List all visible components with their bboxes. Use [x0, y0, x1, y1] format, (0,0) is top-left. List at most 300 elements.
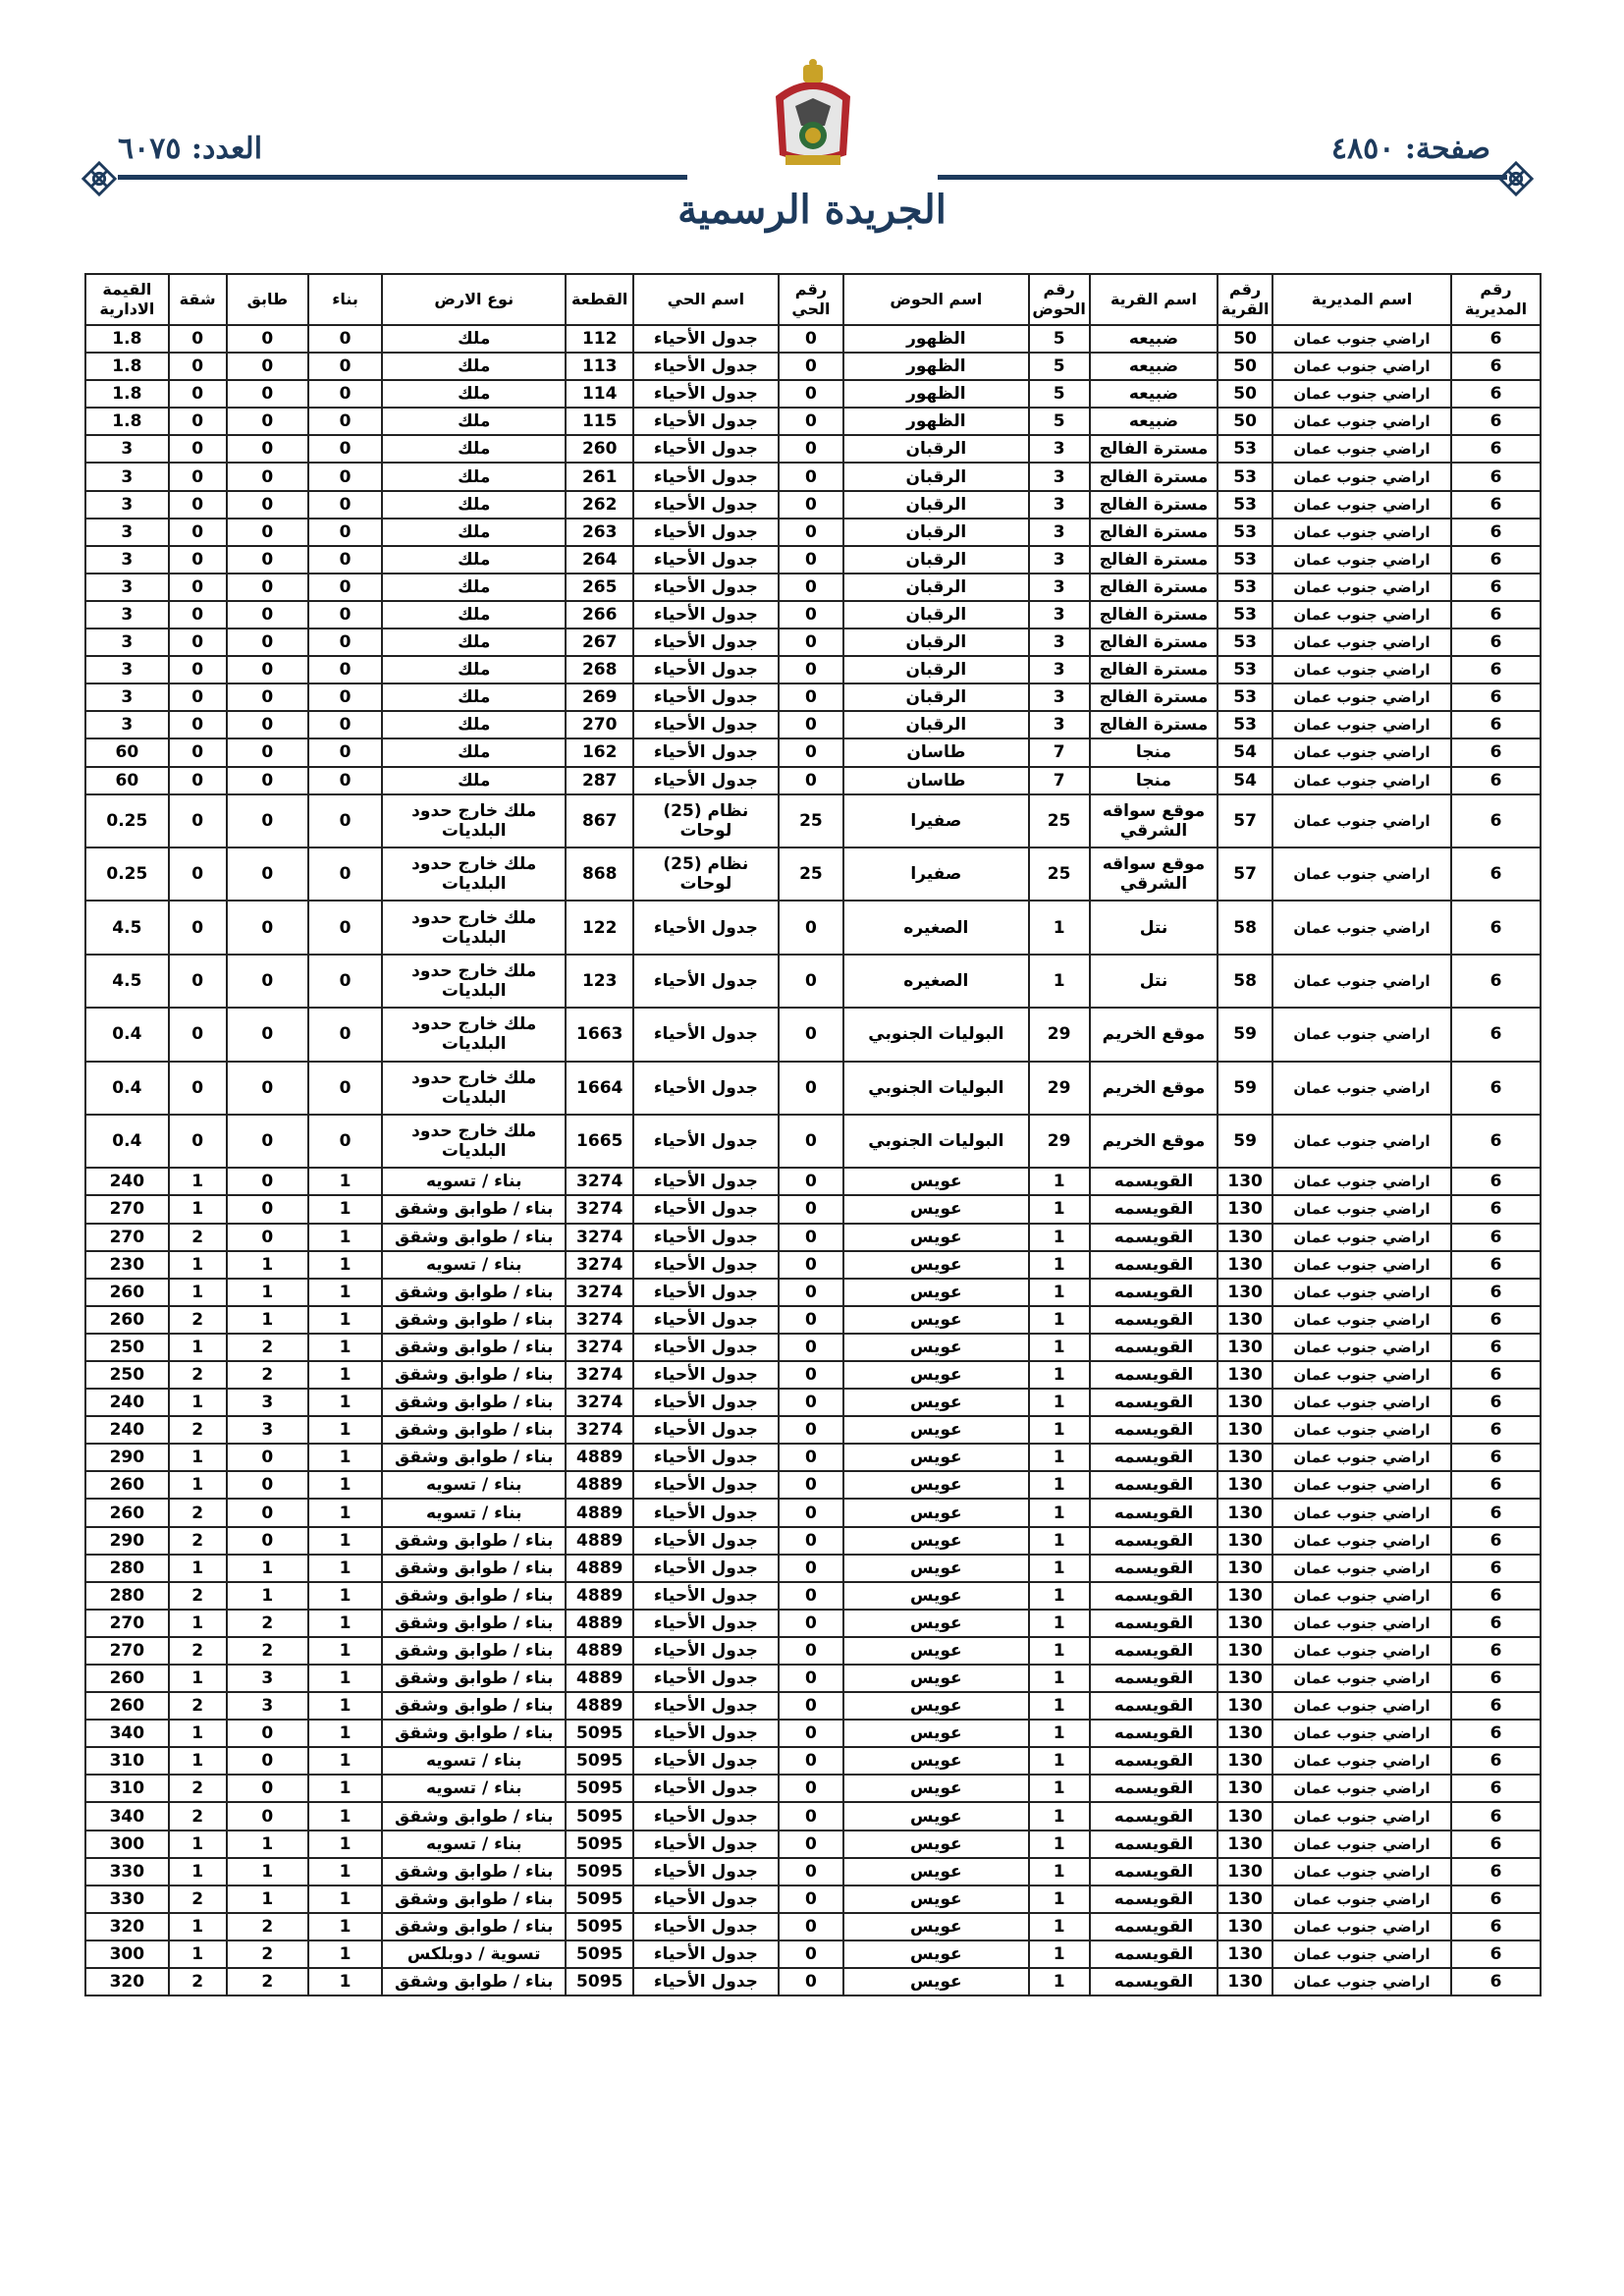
table-cell: 130	[1218, 1775, 1272, 1802]
table-cell: القويسمه	[1090, 1747, 1218, 1775]
table-cell: 267	[566, 629, 633, 656]
table-cell: 0	[779, 546, 843, 574]
column-header: اسم الحي	[633, 274, 779, 325]
table-cell: جدول الأحياء	[633, 491, 779, 519]
table-cell: بناء / تسويه	[382, 1831, 566, 1858]
table-cell: اراضي جنوب عمان	[1272, 1720, 1451, 1747]
table-cell: 2	[169, 1582, 227, 1610]
table-cell: ملك	[382, 408, 566, 435]
table-cell: 240	[85, 1389, 169, 1416]
table-cell: 270	[85, 1637, 169, 1665]
table-cell: 3	[1029, 574, 1090, 601]
table-cell: 1	[1029, 1913, 1090, 1941]
table-cell: 6	[1451, 1858, 1541, 1886]
table-cell: 0	[779, 574, 843, 601]
table-cell: 1	[1029, 1555, 1090, 1582]
table-row	[85, 738, 1541, 766]
table-cell: 3	[1029, 435, 1090, 463]
table-cell: موقع الخريم	[1090, 1115, 1218, 1168]
table-cell: 0	[227, 1471, 309, 1499]
table-cell: جدول الأحياء	[633, 1968, 779, 1995]
table-cell: الظهور	[843, 380, 1028, 408]
column-header: رقم الحوض	[1029, 274, 1090, 325]
table-cell: 0	[169, 629, 227, 656]
table-cell: 0	[169, 738, 227, 766]
table-cell: 0	[779, 767, 843, 794]
table-cell: 53	[1218, 683, 1272, 711]
table-cell: مسترة الفالج	[1090, 435, 1218, 463]
table-cell: 0	[227, 1168, 309, 1195]
table-cell: 0	[227, 519, 309, 546]
table-cell: 3	[85, 629, 169, 656]
table-cell: 262	[566, 491, 633, 519]
table-cell: 6	[1451, 491, 1541, 519]
table-cell: 1	[169, 1913, 227, 1941]
table-cell: 50	[1218, 380, 1272, 408]
table-cell: 3	[1029, 629, 1090, 656]
table-cell: 290	[85, 1527, 169, 1555]
table-cell: اراضي جنوب عمان	[1272, 491, 1451, 519]
table-cell: 0	[779, 1499, 843, 1526]
table-cell: جدول الأحياء	[633, 1831, 779, 1858]
table-cell: 1	[1029, 1334, 1090, 1361]
table-cell: 5	[1029, 325, 1090, 353]
table-cell: جدول الأحياء	[633, 1115, 779, 1168]
table-cell: جدول الأحياء	[633, 1334, 779, 1361]
table-cell: جدول الأحياء	[633, 519, 779, 546]
table-cell: 1	[308, 1858, 382, 1886]
table-cell: 58	[1218, 901, 1272, 954]
table-cell: 0	[308, 325, 382, 353]
table-cell: جدول الأحياء	[633, 683, 779, 711]
table-cell: الرقبان	[843, 574, 1028, 601]
table-cell: 4889	[566, 1499, 633, 1526]
table-cell: 2	[169, 1224, 227, 1251]
table-cell: 0	[779, 380, 843, 408]
table-cell: 4889	[566, 1610, 633, 1637]
table-cell: بناء / طوابق وشقق	[382, 1527, 566, 1555]
table-cell: 0	[779, 1008, 843, 1061]
table-cell: 1	[308, 1527, 382, 1555]
table-cell: بناء / تسويه	[382, 1775, 566, 1802]
table-cell: 0.25	[85, 847, 169, 901]
table-cell: اراضي جنوب عمان	[1272, 1471, 1451, 1499]
table-cell: 1	[227, 1582, 309, 1610]
table-cell: 3	[85, 683, 169, 711]
table-cell: جدول الأحياء	[633, 380, 779, 408]
table-cell: 3274	[566, 1224, 633, 1251]
table-cell: 2	[227, 1968, 309, 1995]
table-cell: ملك	[382, 491, 566, 519]
table-cell: 0	[779, 1279, 843, 1306]
table-cell: ملك	[382, 380, 566, 408]
table-cell: 54	[1218, 738, 1272, 766]
table-cell: ملك خارج حدود البلديات	[382, 901, 566, 954]
table-cell: 5095	[566, 1802, 633, 1830]
table-cell: 270	[566, 711, 633, 738]
table-cell: 1	[169, 1941, 227, 1968]
table-cell: الرقبان	[843, 491, 1028, 519]
table-cell: 270	[85, 1610, 169, 1637]
table-cell: 260	[85, 1499, 169, 1526]
table-cell: 0	[169, 683, 227, 711]
table-cell: اراضي جنوب عمان	[1272, 353, 1451, 380]
table-cell: عويس	[843, 1306, 1028, 1334]
table-cell: بناء / طوابق وشقق	[382, 1444, 566, 1471]
table-cell: 3274	[566, 1389, 633, 1416]
table-cell: 53	[1218, 491, 1272, 519]
table-cell: 867	[566, 794, 633, 847]
table-cell: 1	[308, 1195, 382, 1223]
table-cell: عويس	[843, 1968, 1028, 1995]
table-cell: 6	[1451, 1306, 1541, 1334]
table-cell: 54	[1218, 767, 1272, 794]
table-cell: ملك خارج حدود البلديات	[382, 1115, 566, 1168]
table-cell: 1.8	[85, 408, 169, 435]
table-cell: 0	[227, 1195, 309, 1223]
page-number: صفحة: ٤٨٥٠	[1330, 132, 1490, 166]
table-row	[85, 380, 1541, 408]
table-cell: 6	[1451, 1416, 1541, 1444]
table-row	[85, 408, 1541, 435]
table-cell: 130	[1218, 1279, 1272, 1306]
table-cell: عويس	[843, 1471, 1028, 1499]
table-cell: 310	[85, 1747, 169, 1775]
column-header: رقم القرية	[1218, 274, 1272, 325]
table-cell: 2	[227, 1334, 309, 1361]
column-header: رقم الحي	[779, 274, 843, 325]
table-cell: 29	[1029, 1008, 1090, 1061]
table-cell: 1	[169, 1610, 227, 1637]
table-row	[85, 1251, 1541, 1279]
table-cell: 130	[1218, 1195, 1272, 1223]
table-cell: 0	[169, 546, 227, 574]
table-cell: 0	[308, 1008, 382, 1061]
table-cell: 0	[227, 353, 309, 380]
table-cell: 300	[85, 1941, 169, 1968]
table-cell: جدول الأحياء	[633, 1610, 779, 1637]
table-cell: 3274	[566, 1251, 633, 1279]
table-cell: 0	[169, 767, 227, 794]
table-cell: اراضي جنوب عمان	[1272, 408, 1451, 435]
table-cell: 1	[308, 1775, 382, 1802]
table-row	[85, 1692, 1541, 1720]
table-cell: 1	[308, 1361, 382, 1389]
column-header: اسم الحوض	[843, 274, 1028, 325]
table-cell: اراضي جنوب عمان	[1272, 1416, 1451, 1444]
table-cell: 0	[227, 1802, 309, 1830]
table-cell: 0	[227, 1115, 309, 1168]
table-cell: القويسمه	[1090, 1195, 1218, 1223]
table-cell: 0	[779, 629, 843, 656]
table-cell: 0.4	[85, 1115, 169, 1168]
table-cell: 0	[779, 408, 843, 435]
table-cell: 0	[169, 901, 227, 954]
table-row	[85, 1334, 1541, 1361]
table-cell: جدول الأحياء	[633, 353, 779, 380]
table-cell: طاسان	[843, 738, 1028, 766]
table-cell: ملك	[382, 463, 566, 490]
table-cell: نظام (25) لوحات	[633, 794, 779, 847]
table-cell: 3274	[566, 1416, 633, 1444]
table-row	[85, 1720, 1541, 1747]
table-cell: 0	[779, 1802, 843, 1830]
table-cell: اراضي جنوب عمان	[1272, 1306, 1451, 1334]
table-cell: 1	[1029, 1665, 1090, 1692]
table-row	[85, 955, 1541, 1008]
table-cell: 1	[308, 1913, 382, 1941]
table-cell: 130	[1218, 1499, 1272, 1526]
table-cell: 29	[1029, 1115, 1090, 1168]
table-cell: عويس	[843, 1168, 1028, 1195]
table-cell: 122	[566, 901, 633, 954]
table-cell: 6	[1451, 1665, 1541, 1692]
table-cell: القويسمه	[1090, 1555, 1218, 1582]
table-row	[85, 1195, 1541, 1223]
table-cell: عويس	[843, 1555, 1028, 1582]
table-cell: 3	[1029, 546, 1090, 574]
table-cell: 53	[1218, 519, 1272, 546]
table-cell: 1	[169, 1858, 227, 1886]
table-cell: الرقبان	[843, 519, 1028, 546]
table-cell: 59	[1218, 1008, 1272, 1061]
table-cell: 6	[1451, 1334, 1541, 1361]
table-cell: 0.4	[85, 1062, 169, 1115]
table-cell: 3274	[566, 1306, 633, 1334]
table-cell: الظهور	[843, 408, 1028, 435]
table-cell: 2	[227, 1941, 309, 1968]
table-cell: 0	[779, 1913, 843, 1941]
table-cell: 1	[169, 1389, 227, 1416]
table-cell: عويس	[843, 1637, 1028, 1665]
table-cell: 260	[85, 1279, 169, 1306]
table-cell: 1	[227, 1555, 309, 1582]
table-cell: 6	[1451, 1831, 1541, 1858]
table-cell: 6	[1451, 656, 1541, 683]
table-cell: بناء / طوابق وشقق	[382, 1720, 566, 1747]
table-cell: مسترة الفالج	[1090, 601, 1218, 629]
table-cell: 1	[169, 1555, 227, 1582]
table-cell: جدول الأحياء	[633, 656, 779, 683]
table-cell: 6	[1451, 1886, 1541, 1913]
table-cell: ملك	[382, 546, 566, 574]
table-cell: القويسمه	[1090, 1416, 1218, 1444]
table-cell: اراضي جنوب عمان	[1272, 711, 1451, 738]
table-cell: 4889	[566, 1444, 633, 1471]
table-cell: مسترة الفالج	[1090, 656, 1218, 683]
table-cell: القويسمه	[1090, 1858, 1218, 1886]
table-cell: بناء / طوابق وشقق	[382, 1802, 566, 1830]
table-cell: 0	[779, 1195, 843, 1223]
table-cell: الظهور	[843, 353, 1028, 380]
table-cell: 1	[227, 1858, 309, 1886]
table-cell: 0	[779, 1389, 843, 1416]
table-cell: 1	[1029, 1692, 1090, 1720]
table-cell: 0	[308, 408, 382, 435]
table-cell: 1	[169, 1747, 227, 1775]
table-cell: الرقبان	[843, 435, 1028, 463]
table-row	[85, 353, 1541, 380]
table-cell: ملك	[382, 325, 566, 353]
table-cell: 6	[1451, 1361, 1541, 1389]
table-cell: البوليات الجنوبي	[843, 1062, 1028, 1115]
table-cell: 130	[1218, 1747, 1272, 1775]
table-cell: جدول الأحياء	[633, 1251, 779, 1279]
table-cell: منجا	[1090, 738, 1218, 766]
table-cell: 0	[779, 1115, 843, 1168]
table-cell: اراضي جنوب عمان	[1272, 1941, 1451, 1968]
table-cell: 3	[85, 546, 169, 574]
table-cell: 240	[85, 1416, 169, 1444]
table-cell: 0	[779, 1168, 843, 1195]
table-cell: عويس	[843, 1747, 1028, 1775]
table-cell: 6	[1451, 1802, 1541, 1830]
table-cell: 6	[1451, 629, 1541, 656]
table-cell: 1	[169, 1720, 227, 1747]
table-cell: 6	[1451, 1527, 1541, 1555]
table-cell: 6	[1451, 435, 1541, 463]
table-cell: 1	[1029, 1279, 1090, 1306]
table-cell: 53	[1218, 656, 1272, 683]
table-cell: اراضي جنوب عمان	[1272, 1802, 1451, 1830]
table-cell: 6	[1451, 683, 1541, 711]
table-cell: 0	[169, 408, 227, 435]
column-header: نوع الارض	[382, 274, 566, 325]
table-cell: اراضي جنوب عمان	[1272, 683, 1451, 711]
table-cell: 1	[308, 1747, 382, 1775]
table-cell: القويسمه	[1090, 1471, 1218, 1499]
table-cell: اراضي جنوب عمان	[1272, 1224, 1451, 1251]
table-cell: 2	[169, 1968, 227, 1995]
table-cell: 0	[779, 1831, 843, 1858]
table-cell: 0	[779, 1886, 843, 1913]
table-cell: 6	[1451, 847, 1541, 901]
table-cell: 1	[308, 1471, 382, 1499]
table-cell: اراضي جنوب عمان	[1272, 1858, 1451, 1886]
table-row	[85, 1858, 1541, 1886]
table-cell: 115	[566, 408, 633, 435]
table-cell: 5095	[566, 1831, 633, 1858]
table-cell: اراضي جنوب عمان	[1272, 794, 1451, 847]
table-cell: جدول الأحياء	[633, 1361, 779, 1389]
table-cell: بناء / طوابق وشقق	[382, 1637, 566, 1665]
table-cell: اراضي جنوب عمان	[1272, 629, 1451, 656]
table-cell: بناء / طوابق وشقق	[382, 1968, 566, 1995]
table-cell: 0	[779, 435, 843, 463]
table-cell: 270	[85, 1224, 169, 1251]
table-cell: الرقبان	[843, 683, 1028, 711]
table-row	[85, 1775, 1541, 1802]
table-row	[85, 1913, 1541, 1941]
table-cell: 0	[308, 847, 382, 901]
table-cell: 0	[169, 463, 227, 490]
table-cell: 0	[779, 353, 843, 380]
table-cell: 1	[308, 1168, 382, 1195]
table-cell: 59	[1218, 1062, 1272, 1115]
table-cell: 280	[85, 1555, 169, 1582]
table-row	[85, 435, 1541, 463]
table-cell: 0	[169, 519, 227, 546]
table-cell: 6	[1451, 1775, 1541, 1802]
table-cell: 0	[779, 491, 843, 519]
table-cell: ملك خارج حدود البلديات	[382, 1008, 566, 1061]
table-cell: 0	[308, 574, 382, 601]
table-cell: جدول الأحياء	[633, 1471, 779, 1499]
table-cell: 7	[1029, 738, 1090, 766]
table-cell: ملك	[382, 683, 566, 711]
table-cell: البوليات الجنوبي	[843, 1008, 1028, 1061]
table-cell: القويسمه	[1090, 1168, 1218, 1195]
jordan-emblem-icon	[766, 57, 860, 173]
table-cell: 3	[1029, 491, 1090, 519]
table-cell: 6	[1451, 1747, 1541, 1775]
table-cell: 3	[85, 491, 169, 519]
table-cell: 58	[1218, 955, 1272, 1008]
table-cell: 3	[85, 601, 169, 629]
table-cell: 260	[85, 1692, 169, 1720]
table-cell: بناء / طوابق وشقق	[382, 1306, 566, 1334]
table-cell: 2	[169, 1802, 227, 1830]
table-cell: 1	[227, 1306, 309, 1334]
table-cell: 113	[566, 353, 633, 380]
table-cell: 3274	[566, 1334, 633, 1361]
table-cell: 1	[308, 1444, 382, 1471]
table-cell: 3	[1029, 463, 1090, 490]
table-cell: عويس	[843, 1582, 1028, 1610]
table-cell: 4889	[566, 1637, 633, 1665]
table-cell: مسترة الفالج	[1090, 711, 1218, 738]
table-cell: 0	[779, 1968, 843, 1995]
table-cell: 340	[85, 1720, 169, 1747]
table-cell: 0	[227, 711, 309, 738]
table-cell: 4889	[566, 1527, 633, 1555]
table-cell: 3274	[566, 1195, 633, 1223]
table-cell: 130	[1218, 1444, 1272, 1471]
table-cell: 6	[1451, 901, 1541, 954]
table-cell: بناء / طوابق وشقق	[382, 1389, 566, 1416]
table-cell: 1	[1029, 1775, 1090, 1802]
table-cell: القويسمه	[1090, 1941, 1218, 1968]
table-cell: ملك خارج حدود البلديات	[382, 1062, 566, 1115]
table-cell: 4889	[566, 1471, 633, 1499]
table-cell: جدول الأحياء	[633, 1195, 779, 1223]
table-cell: 260	[85, 1471, 169, 1499]
table-cell: 1.8	[85, 353, 169, 380]
table-cell: تسوية / دوبلكس	[382, 1941, 566, 1968]
table-cell: 1	[169, 1195, 227, 1223]
table-cell: 6	[1451, 1444, 1541, 1471]
table-cell: 6	[1451, 519, 1541, 546]
table-cell: 6	[1451, 1913, 1541, 1941]
table-cell: 1	[1029, 1610, 1090, 1637]
table-cell: 0	[308, 767, 382, 794]
table-cell: اراضي جنوب عمان	[1272, 1334, 1451, 1361]
table-cell: 0	[308, 380, 382, 408]
table-cell: بناء / طوابق وشقق	[382, 1279, 566, 1306]
table-cell: بناء / طوابق وشقق	[382, 1858, 566, 1886]
table-cell: ملك	[382, 711, 566, 738]
table-cell: 0	[169, 1115, 227, 1168]
table-cell: 1	[1029, 1802, 1090, 1830]
table-cell: 1	[169, 1665, 227, 1692]
table-cell: 0	[308, 1062, 382, 1115]
table-cell: اراضي جنوب عمان	[1272, 325, 1451, 353]
table-cell: نتل	[1090, 901, 1218, 954]
table-cell: 0	[169, 325, 227, 353]
table-cell: 1	[1029, 1941, 1090, 1968]
table-cell: 6	[1451, 1720, 1541, 1747]
table-cell: اراضي جنوب عمان	[1272, 1389, 1451, 1416]
